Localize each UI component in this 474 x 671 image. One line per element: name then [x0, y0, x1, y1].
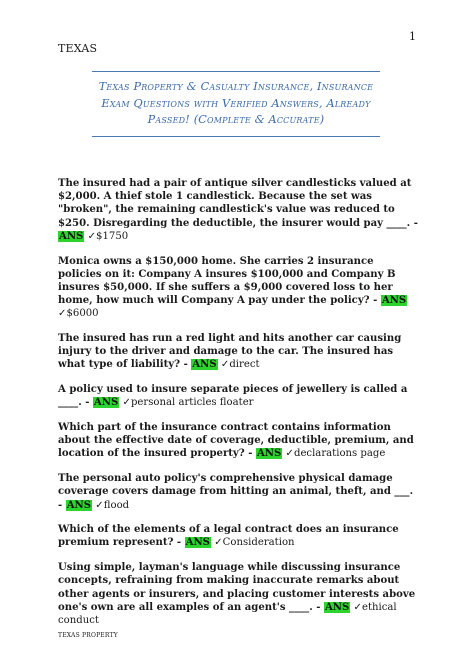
check-icon: ✓ — [353, 601, 362, 613]
check-icon: ✓ — [87, 230, 97, 242]
answer-separator: - — [369, 295, 381, 307]
answer-text: flood — [103, 499, 130, 511]
check-icon: ✓ — [95, 499, 104, 511]
qa-item — [58, 332, 418, 372]
answer-text: $1750 — [96, 230, 129, 242]
ans-highlight: ANS — [192, 359, 217, 371]
qa-item — [58, 523, 418, 549]
qa-item — [58, 177, 418, 243]
check-icon: ✓ — [58, 308, 67, 320]
check-icon: ✓ — [122, 397, 131, 409]
question-text: Using simple, layman's language while discussing insurance concepts, refraining from making inaccurate remarks about other agents or insurers, and placing customer interests above one's own are all examples of an agent's ____. — [58, 562, 416, 613]
ans-highlight: ANS — [256, 448, 282, 460]
answer-separator: - — [244, 448, 256, 460]
ans-highlight: ANS — [185, 537, 210, 549]
page-number: 1 — [409, 30, 416, 43]
ans-highlight: ANS — [324, 601, 350, 613]
question-text: The insured has run a red light and hits another car causing injury to the driver and damage to the car. The insured has what type of liability? — [58, 333, 402, 371]
qa-list — [58, 177, 418, 639]
qa-item — [58, 472, 418, 512]
ans-highlight: ANS — [381, 295, 407, 307]
answer-text: $6000 — [66, 308, 99, 320]
answer-text: personal articles floater — [130, 397, 254, 409]
check-icon: ✓ — [285, 448, 294, 460]
footer-label: TEXAS PROPERTY — [58, 632, 118, 639]
answer-separator: - — [81, 397, 93, 409]
question-text: Monica owns a $150,000 home. She carries 2 insurance policies on it: Company A insures $100,000 and Company B insures $50,000. If she suffers a $9,000 covered loss to her home, how much will Company A pay under the policy? — [58, 255, 396, 307]
answer-separator: - — [173, 537, 185, 549]
answer-separator: - — [410, 217, 418, 229]
answer-text: declarations page — [293, 448, 386, 460]
ans-highlight: ANS — [66, 499, 92, 511]
title-rule-top — [92, 71, 380, 72]
question-text: Which of the elements of a legal contract does an insurance premium represent? — [58, 524, 399, 549]
answer-text: Consideration — [222, 537, 295, 549]
ans-highlight: ANS — [59, 230, 84, 242]
answer-text: ethical conduct — [58, 601, 397, 626]
answer-text: direct — [229, 359, 260, 371]
qa-item — [58, 421, 418, 461]
check-icon: ✓ — [220, 359, 230, 371]
answer-separator: - — [58, 499, 66, 511]
question-text: The insured had a pair of antique silver candlesticks valued at $2,000. A thief stole 1 candlestick. Because the set was "broken", the remaining candlestick's value was reduced to $250. Disregarding the deductible, the insurer would pay ____. — [58, 178, 412, 229]
answer-separator: - — [180, 359, 192, 371]
answer-separator: - — [312, 601, 324, 613]
question-text: A policy used to insure separate pieces of jewellery is called a ____. — [58, 384, 408, 409]
check-icon: ✓ — [214, 537, 223, 549]
qa-item — [58, 561, 418, 627]
ans-highlight: ANS — [93, 397, 119, 409]
question-text: The personal auto policy's comprehensive physical damage coverage covers damage from hitting an animal, theft, and ___. — [58, 473, 414, 498]
header-label: TEXAS — [58, 42, 98, 55]
document-title: Texas Property & Casualty Insurance, Insurance Exam Questions with Verified Answers, Already Passed! (Complete & Accurate) — [98, 80, 374, 127]
qa-item — [58, 383, 418, 409]
question-text: Which part of the insurance contract contains information about the effective date of coverage, deductible, premium, and location of the insured property? — [58, 422, 414, 460]
title-rule-bottom — [92, 136, 380, 137]
qa-item — [58, 255, 418, 321]
